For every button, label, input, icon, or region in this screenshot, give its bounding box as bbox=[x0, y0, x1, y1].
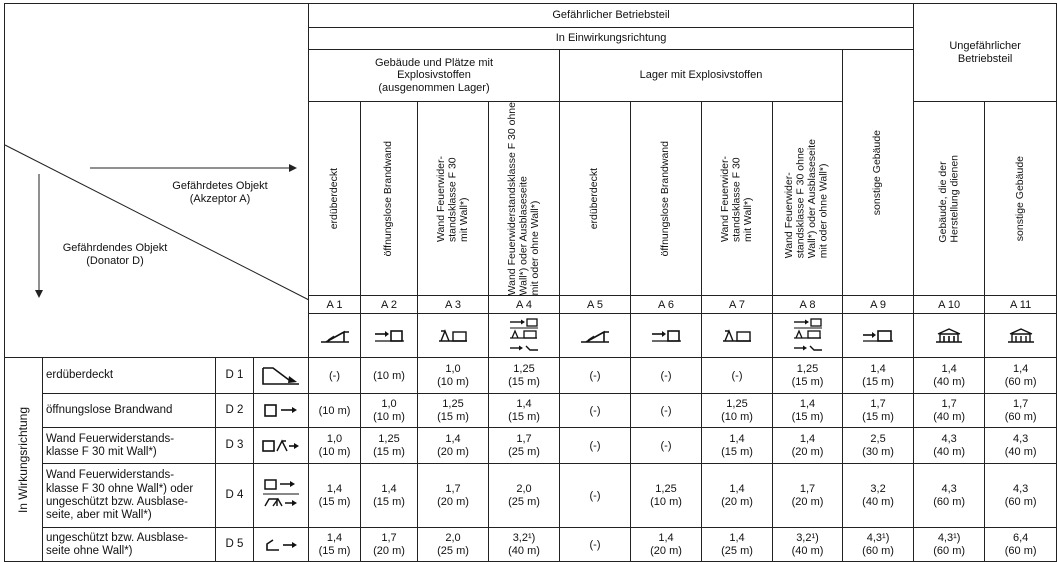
col-header-a1 bbox=[309, 102, 361, 296]
col-header-a11 bbox=[985, 102, 1057, 296]
cell-value: 2,0 (25 m) bbox=[489, 464, 560, 528]
cell-value: 1,7 (25 m) bbox=[489, 428, 560, 464]
cell-value: 1,0 (10 m) bbox=[418, 358, 489, 394]
col-label: erdüberdeckt bbox=[588, 168, 601, 230]
col-header-a4 bbox=[489, 102, 560, 296]
earth-covered-icon bbox=[309, 314, 361, 358]
col-header-a9 bbox=[843, 50, 914, 296]
donor-label: Gefährdendes Objekt (Donator D) bbox=[62, 242, 168, 268]
cell-value: 1,7 (40 m) bbox=[914, 394, 985, 428]
cell-value: (-) bbox=[560, 428, 631, 464]
col-label: sonstige Gebäude bbox=[871, 130, 884, 216]
mixed-donor-icon bbox=[254, 464, 309, 528]
col-header-a10 bbox=[914, 102, 985, 296]
cell-value: 4,3 (60 m) bbox=[985, 464, 1057, 528]
row-label: erdüberdeckt bbox=[43, 358, 216, 394]
firewall-building-icon bbox=[631, 314, 702, 358]
col-label: Wand Feuerwider- standsklasse F 30 mit Wall*) bbox=[434, 155, 470, 242]
cell-value: (-) bbox=[702, 358, 773, 394]
production-building-icon bbox=[914, 314, 985, 358]
row-code: D 2 bbox=[216, 394, 254, 428]
cell-value: 4,3 (60 m) bbox=[914, 464, 985, 528]
cell-value: 1,4 (40 m) bbox=[914, 358, 985, 394]
col-header-a2 bbox=[361, 102, 418, 296]
cell-value: 1,4 (20 m) bbox=[631, 528, 702, 562]
cell-value: 2,0 (25 m) bbox=[418, 528, 489, 562]
col-header-a5 bbox=[560, 102, 631, 296]
col-label: Wand Feuerwider- standsklasse F 30 ohne Wall*) oder Ausblaseseite mit oder ohne Wall*) bbox=[783, 139, 831, 259]
col-code: A 2 bbox=[361, 296, 418, 314]
col-label: Gebäude, die der Herstellung dienen bbox=[936, 154, 961, 243]
row-label: Wand Feuerwiderstands- klasse F 30 mit Wall*) bbox=[43, 428, 216, 464]
cell-value: (-) bbox=[560, 394, 631, 428]
acceptor-label: Gefährdetes Objekt (Akzeptor A) bbox=[172, 180, 268, 206]
col-label: sonstige Gebäude bbox=[1013, 156, 1026, 242]
earth-covered-icon bbox=[560, 314, 631, 358]
header-direction: In Einwirkungsrichtung bbox=[309, 28, 914, 50]
col-label: erdüberdeckt bbox=[327, 168, 340, 230]
cell-value: 1,4 (20 m) bbox=[702, 464, 773, 528]
cell-value: 3,2 (40 m) bbox=[843, 464, 914, 528]
cell-value: 1,25 (15 m) bbox=[773, 358, 843, 394]
firewall-donor-icon bbox=[254, 394, 309, 428]
row-code: D 5 bbox=[216, 528, 254, 562]
cell-value: 4,3 (40 m) bbox=[985, 428, 1057, 464]
col-code: A 7 bbox=[702, 296, 773, 314]
earth-covered-donor-icon bbox=[254, 358, 309, 394]
cell-value: 1,4 (20 m) bbox=[418, 428, 489, 464]
col-header-a6 bbox=[631, 102, 702, 296]
col-code: A 4 bbox=[489, 296, 560, 314]
cell-value: 2,5 (30 m) bbox=[843, 428, 914, 464]
col-header-a8 bbox=[773, 102, 843, 296]
cell-value: 1,25 (10 m) bbox=[631, 464, 702, 528]
cell-value: 1,25 (10 m) bbox=[702, 394, 773, 428]
cell-value: 1,7 (15 m) bbox=[843, 394, 914, 428]
mixed-wall-icon bbox=[773, 314, 843, 358]
cell-value: 1,4 (25 m) bbox=[702, 528, 773, 562]
col-code: A 11 bbox=[985, 296, 1057, 314]
col-label: Wand Feuerwider- standsklasse F 30 mit Wall*) bbox=[718, 155, 754, 242]
header-safe: Ungefährlicher Betriebsteil bbox=[914, 4, 1057, 102]
house-icon bbox=[985, 314, 1057, 358]
cell-value: (-) bbox=[631, 394, 702, 428]
col-label: öffnungslose Brandwand bbox=[659, 140, 672, 257]
corner-cell bbox=[5, 4, 309, 358]
mixed-wall-icon bbox=[489, 314, 560, 358]
cell-value: (-) bbox=[631, 428, 702, 464]
cell-value: (-) bbox=[560, 358, 631, 394]
other-building-icon bbox=[843, 314, 914, 358]
cell-value: 6,4 (60 m) bbox=[985, 528, 1057, 562]
cell-value: 1,25 (15 m) bbox=[361, 428, 418, 464]
cell-value: 1,4 (60 m) bbox=[985, 358, 1057, 394]
cell-value: 4,3 (40 m) bbox=[914, 428, 985, 464]
cell-value: 3,2¹) (40 m) bbox=[773, 528, 843, 562]
col-code: A 5 bbox=[560, 296, 631, 314]
direction-side-cell bbox=[5, 358, 43, 562]
cell-value: 3,2¹) (40 m) bbox=[489, 528, 560, 562]
cell-value: 1,4 (15 m) bbox=[773, 394, 843, 428]
cell-value: 1,4 (15 m) bbox=[489, 394, 560, 428]
col-code: A 1 bbox=[309, 296, 361, 314]
wall-with-rampart-icon bbox=[702, 314, 773, 358]
row-label: öffnungslose Brandwand bbox=[43, 394, 216, 428]
cell-value: 1,4 (15 m) bbox=[361, 464, 418, 528]
cell-value: 1,0 (10 m) bbox=[361, 394, 418, 428]
wall-with-rampart-icon bbox=[418, 314, 489, 358]
cell-value: 1,7 (20 m) bbox=[773, 464, 843, 528]
cell-value: 1,4 (15 m) bbox=[309, 464, 361, 528]
row-label: ungeschützt bzw. Ausblase- seite ohne Wall*) bbox=[43, 528, 216, 562]
cell-value: 4,3¹) (60 m) bbox=[843, 528, 914, 562]
col-code: A 6 bbox=[631, 296, 702, 314]
cell-value: 1,25 (15 m) bbox=[489, 358, 560, 394]
wall-rampart-donor-icon bbox=[254, 428, 309, 464]
header-group-storage: Lager mit Explosivstoffen bbox=[560, 50, 843, 102]
row-code: D 3 bbox=[216, 428, 254, 464]
col-code: A 8 bbox=[773, 296, 843, 314]
col-label: öffnungslose Brandwand bbox=[382, 140, 395, 257]
col-label: Wand Feuerwiderstandsklasse F 30 ohne Wall*) oder Ausblaseseite mit oder ohne Wall*) bbox=[505, 102, 541, 296]
row-label: Wand Feuerwiderstands- klasse F 30 ohne Wall*) oder ungeschützt bzw. Ausblase- seite, aber mit Wall*) bbox=[43, 464, 216, 528]
cell-value: 1,4 (20 m) bbox=[773, 428, 843, 464]
cell-value: (-) bbox=[560, 464, 631, 528]
row-code: D 4 bbox=[216, 464, 254, 528]
row-code: D 1 bbox=[216, 358, 254, 394]
open-side-donor-icon bbox=[254, 528, 309, 562]
header-group-buildings: Gebäude und Plätze mit Explosivstoffen (ausgenommen Lager) bbox=[309, 50, 560, 102]
cell-value: 1,0 (10 m) bbox=[309, 428, 361, 464]
cell-value: 1,7 (20 m) bbox=[361, 528, 418, 562]
col-code: A 10 bbox=[914, 296, 985, 314]
cell-value: 1,4 (15 m) bbox=[309, 528, 361, 562]
cell-value: (-) bbox=[309, 358, 361, 394]
direction-side-label: In Wirkungsrichtung bbox=[15, 406, 30, 513]
cell-value: (10 m) bbox=[361, 358, 418, 394]
col-code: A 9 bbox=[843, 296, 914, 314]
col-header-a3 bbox=[418, 102, 489, 296]
cell-value: 1,25 (15 m) bbox=[418, 394, 489, 428]
col-header-a7 bbox=[702, 102, 773, 296]
cell-value: (-) bbox=[631, 358, 702, 394]
distance-table bbox=[4, 3, 1057, 562]
col-code: A 3 bbox=[418, 296, 489, 314]
firewall-building-icon bbox=[361, 314, 418, 358]
header-dangerous: Gefährlicher Betriebsteil bbox=[309, 4, 914, 28]
cell-value: (10 m) bbox=[309, 394, 361, 428]
cell-value: 4,3¹) (60 m) bbox=[914, 528, 985, 562]
cell-value: 1,7 (20 m) bbox=[418, 464, 489, 528]
cell-value: 1,4 (15 m) bbox=[843, 358, 914, 394]
cell-value: 1,4 (15 m) bbox=[702, 428, 773, 464]
cell-value: 1,7 (60 m) bbox=[985, 394, 1057, 428]
cell-value: (-) bbox=[560, 528, 631, 562]
